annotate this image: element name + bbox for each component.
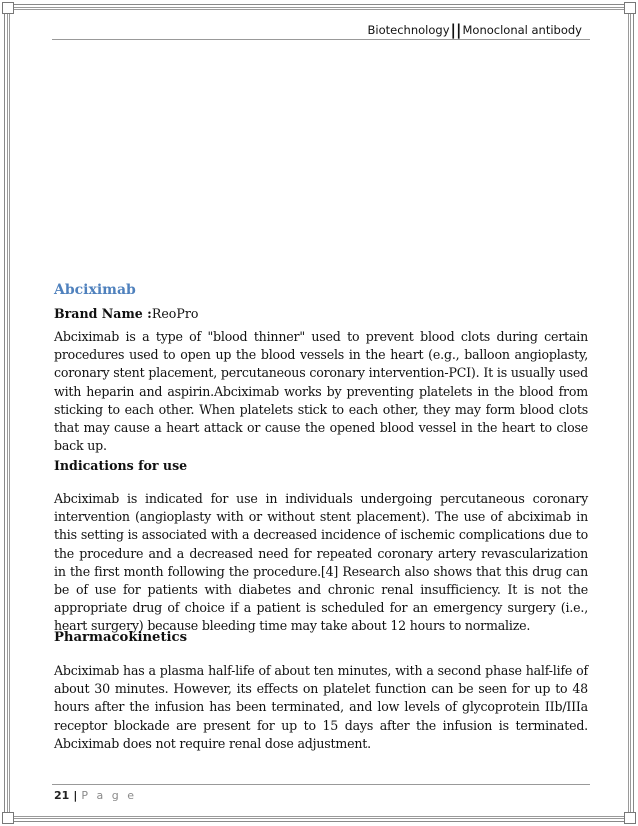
border-corner-ornament [624,2,636,14]
header-subject: Biotechnology [367,23,450,37]
footer-separator: | [73,789,78,802]
section-title: Abciximab [54,282,136,298]
pharmacokinetics-heading: Pharmacokinetics [54,630,188,645]
header-topic: Monoclonal antibody [462,23,582,37]
indications-paragraph: Abciximab is indicated for use in individuals undergoing percutaneous coronary intervention (angioplasty with or without stent placement). The use of abciximab in this setting is associated with a decreased incidence of ischemic complications due to the procedure and a decreased need for repeated coronary artery revascularization in the first month following the procedure.[4] Research also shows that this drug can be of use for patients with diabetes and chronic renal insufficiency. It is not the appropriate drug of choice if a patient is scheduled for an emergency surgery (i.e., heart surgery) because bleeding time may take about 12 hours to normalize. [54,491,588,634]
page-label: P a g e [81,789,137,802]
page-number: 21 [54,789,70,802]
header-separator: || [450,21,462,39]
header-rule [52,39,590,40]
brand-name-label: Brand Name : [54,306,152,321]
border-corner-ornament [624,812,636,824]
brand-name-line [54,306,198,321]
border-corner-ornament [2,812,14,824]
border-corner-ornament [2,2,14,14]
brand-name-value: ReoPro [151,306,199,321]
page-header [368,21,582,39]
footer-rule [52,784,590,785]
indications-heading: Indications for use [54,458,188,473]
pharmacokinetics-paragraph: Abciximab has a plasma half-life of about ten minutes, with a second phase half-life of about 30 minutes. However, its effects on platelet function can be seen for up to 48 hours after the infusion has been terminated, and low levels of glycoprotein IIb/IIIa receptor blockade are present for up to 15 days after the infusion is terminated. Abciximab does not require renal dose adjustment. [54,663,588,751]
intro-paragraph: Abciximab is a type of "blood thinner" used to prevent blood clots during certain procedures used to open up the blood vessels in the heart (e.g., balloon angioplasty, coronary stent placement, percutaneous coronary intervention-PCI). It is usually used with heparin and aspirin.Abciximab works by preventing platelets in the blood from sticking to each other. When platelets stick to each other, they may form blood clots that may cause a heart attack or cause the opened blood vessel in the heart to close back up. [54,329,588,454]
page-footer [54,789,136,802]
